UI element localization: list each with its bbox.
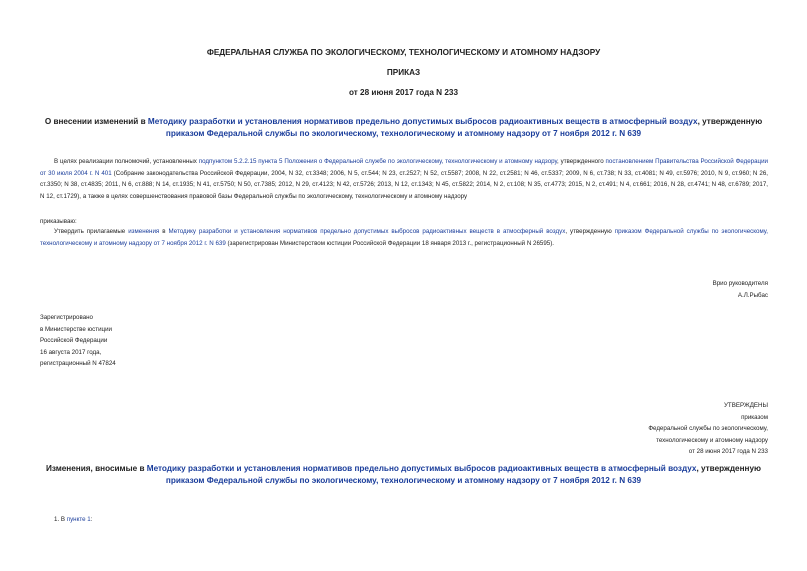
order-639-link[interactable]: приказом Федеральной службы по экологическому, технологическому и атомному надзору от 7 ноября 2012 г. N 639 bbox=[165, 129, 642, 138]
title-prefix: О внесении изменений в bbox=[44, 117, 148, 126]
approved-line: Федеральной службы по экологическому, bbox=[648, 425, 768, 432]
methodology-link[interactable]: Методику разработки и установления нормативов предельно допустимых выбросов радиоактивных веществ в атмосферный воздух bbox=[147, 117, 698, 126]
registration-line: в Министерстве юстиции bbox=[40, 325, 113, 333]
signature-block bbox=[560, 278, 768, 301]
approve-order-639-link[interactable]: приказом Федеральной службы по экологическому, технологическому и атомному надзору от 7 ноября 2012 г. N 639 bbox=[40, 228, 768, 247]
changes-methodology-link[interactable]: Методику разработки и установления нормативов предельно допустимых выбросов радиоактивных веществ в атмосферный воздух bbox=[146, 464, 697, 473]
registration-line: регистрационный N 47824 bbox=[40, 360, 116, 367]
registration-line: 16 августа 2017 года, bbox=[40, 348, 102, 356]
preamble-paragraph bbox=[40, 156, 768, 202]
changes-order-639-link[interactable]: приказом Федеральной службы по экологическому, технологическому и атомному надзору от 7 ноября 2012 г. N 639 bbox=[165, 476, 642, 485]
approved-line: технологическому и атомному надзору bbox=[656, 436, 768, 444]
item-1-prefix: 1. В bbox=[54, 516, 67, 523]
title-middle: , утвержденную bbox=[697, 117, 763, 126]
approved-line: приказом bbox=[741, 413, 768, 421]
document-type: ПРИКАЗ bbox=[386, 68, 421, 77]
approved-heading: УТВЕРЖДЕНЫ bbox=[724, 402, 768, 409]
preamble-text-2: , утвержденного bbox=[556, 158, 606, 165]
changes-title-middle: , утвержденную bbox=[696, 464, 762, 473]
preamble-text-3: (Собрание законодательства Российской Федерации, 2004, N 32, ст.3348; 2006, N 5, ст.544; N 23, ст.2527; N 52, ст.5587; 2008, N 22, ст.2581; N 46, ст.5337; 2009, N 6, ст.738; N 33, ст.4081; N 49, ст.5976; 2010, N 9, ст.960; N 26, ст.3350; N 38, ст.4835; 2011, N 6, ст.888; N 14, ст.1935; N 41, ст.5750; N 50, ст.7385; 2012, N 29, ст.4123; N 42, ст.5726; 2013, N 12, ст.1343; N 45, ст.5822; 2014, N 2, ст.108; N 35, ст.4773; 2015, N 2, ст.491; N 4, ст.661; 2016, N 28, ст.4741; N 48, ст.6789; 2017, N 12, ст.1729), а также в целях совершенствования правовой базы Федеральной службы по экологическому, технологическому и атомному надзору bbox=[40, 169, 768, 200]
changes-link[interactable]: изменения bbox=[128, 228, 160, 235]
registration-block bbox=[40, 312, 240, 370]
approve-text-1: Утвердить прилагаемые bbox=[54, 228, 129, 235]
approve-text-3: , утвержденную bbox=[565, 228, 615, 235]
item-1-link[interactable]: пункте 1 bbox=[66, 516, 91, 523]
changes-title-prefix: Изменения, вносимые в bbox=[45, 464, 147, 473]
item-1 bbox=[54, 514, 92, 526]
signature-role: Врио руководителя bbox=[712, 280, 768, 287]
document-date: от 28 июня 2017 года N 233 bbox=[348, 88, 459, 97]
approved-block bbox=[560, 400, 768, 458]
approved-line: от 28 июня 2017 года N 233 bbox=[688, 448, 768, 455]
registration-line: Российской Федерации bbox=[40, 337, 108, 344]
registration-line: Зарегистрировано bbox=[40, 314, 93, 321]
changes-title bbox=[40, 463, 767, 487]
approve-paragraph bbox=[40, 226, 768, 249]
signature-name: А.Л.Рыбас bbox=[737, 291, 768, 299]
approve-text-4: (зарегистрирован Министерством юстиции Российской Федерации 18 января 2013 г., регистрационный N 26595). bbox=[225, 239, 555, 247]
order-word: приказываю: bbox=[40, 218, 77, 225]
order-title bbox=[40, 116, 767, 140]
approve-text-2: в bbox=[159, 228, 169, 235]
government-resolution-link[interactable]: постановлением Правительства Российской Федерации от 30 июля 2004 г. N 401 bbox=[40, 158, 768, 177]
preamble-text-1: В целях реализации полномочий, установленных bbox=[54, 158, 199, 165]
subparagraph-link[interactable]: подпунктом 5.2.2.15 пункта 5 Положения о Федеральной службе по экологическому, технологическому и атомному надзору bbox=[198, 158, 557, 165]
agency-name: ФЕДЕРАЛЬНАЯ СЛУЖБА ПО ЭКОЛОГИЧЕСКОМУ, ТЕХНОЛОГИЧЕСКОМУ И АТОМНОМУ НАДЗОРУ bbox=[206, 48, 601, 57]
item-1-suffix: : bbox=[90, 516, 93, 523]
approve-methodology-link[interactable]: Методику разработки и установления нормативов предельно допустимых выбросов радиоактивных веществ в атмосферный воздух bbox=[168, 228, 566, 235]
